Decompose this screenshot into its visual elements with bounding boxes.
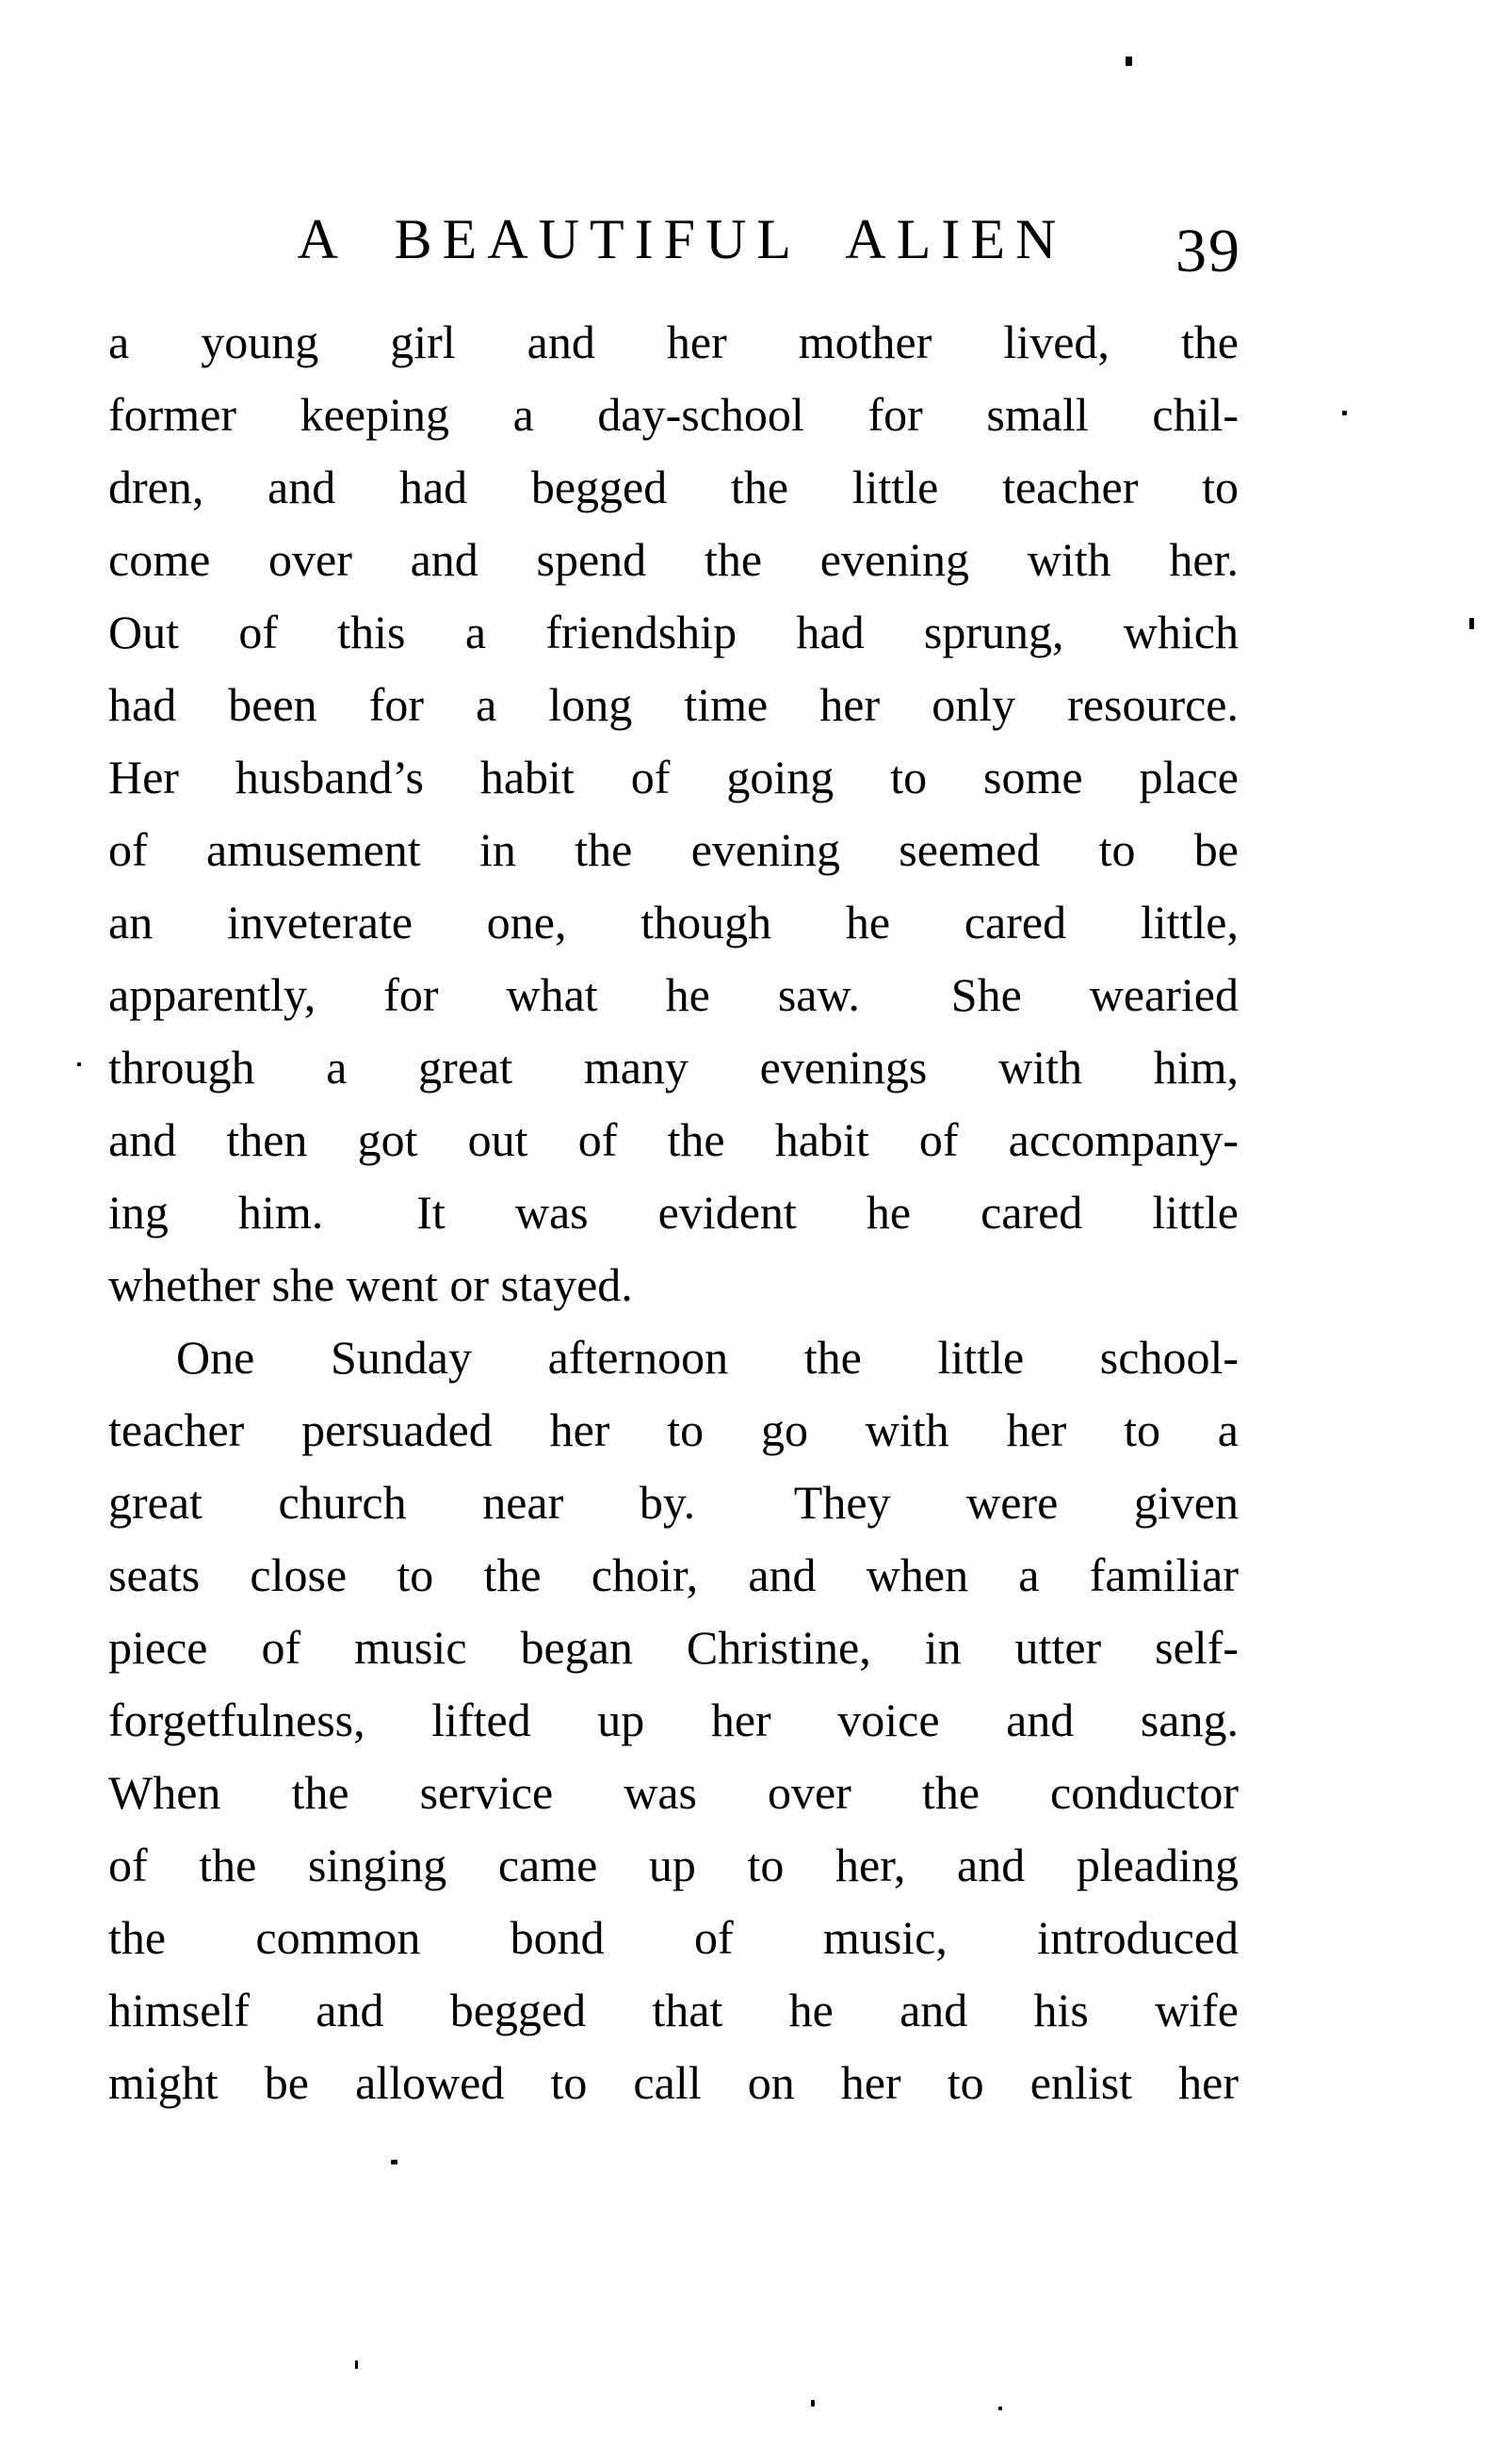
text-line: and then got out of the habit of accompany- — [108, 1113, 1239, 1166]
text-line: great church near by. They were given — [108, 1476, 1239, 1529]
ink-speck — [355, 2360, 358, 2369]
text-line: himself and begged that he and his wife — [108, 1984, 1239, 2036]
text-line: dren, and had begged the little teacher to — [108, 461, 1239, 513]
text-line: of the singing came up to her, and pleading — [108, 1839, 1239, 1891]
ink-speck — [811, 2400, 815, 2407]
text-line: through a great many evenings with him, — [108, 1041, 1239, 1094]
running-head — [117, 208, 1247, 270]
text-line: When the service was over the conductor — [108, 1766, 1239, 1819]
text-line: former keeping a day-school for small chil- — [108, 388, 1239, 441]
body-text — [108, 306, 1239, 2119]
text-line: piece of music began Christine, in utter self- — [108, 1621, 1239, 1674]
ink-speck — [998, 2407, 1002, 2410]
text-line: ing him. It was evident he cared little — [108, 1186, 1239, 1239]
text-line: come over and spend the evening with her. — [108, 533, 1239, 586]
text-line: Out of this a friendship had sprung, which — [108, 606, 1239, 658]
text-line: might be allowed to call on her to enlist her — [108, 2056, 1239, 2109]
text-line: a young girl and her mother lived, the — [108, 316, 1239, 368]
text-line: had been for a long time her only resource. — [108, 678, 1239, 731]
ink-speck — [77, 1062, 81, 1066]
text-line: forgetfulness, lifted up her voice and sang. — [108, 1694, 1239, 1746]
ink-speck — [391, 2160, 397, 2164]
text-line: the common bond of music, introduced — [108, 1911, 1239, 1964]
ink-speck — [1342, 411, 1347, 415]
text-line: seats close to the choir, and when a familiar — [108, 1548, 1239, 1601]
ink-speck — [1469, 618, 1474, 629]
page-title: A BEAUTIFUL ALIEN — [297, 208, 1067, 270]
ink-speck — [1126, 57, 1132, 66]
page-number: 39 — [1175, 217, 1241, 285]
text-line: an inveterate one, though he cared little, — [108, 896, 1239, 948]
text-line: whether she went or stayed. — [108, 1258, 633, 1311]
text-line: Her husband’s habit of going to some place — [108, 751, 1239, 803]
text-line: of amusement in the evening seemed to be — [108, 823, 1239, 876]
text-line: teacher persuaded her to go with her to a — [108, 1403, 1239, 1456]
text-line: One Sunday afternoon the little school- — [176, 1331, 1239, 1384]
text-line: apparently, for what he saw. She wearied — [108, 968, 1239, 1021]
